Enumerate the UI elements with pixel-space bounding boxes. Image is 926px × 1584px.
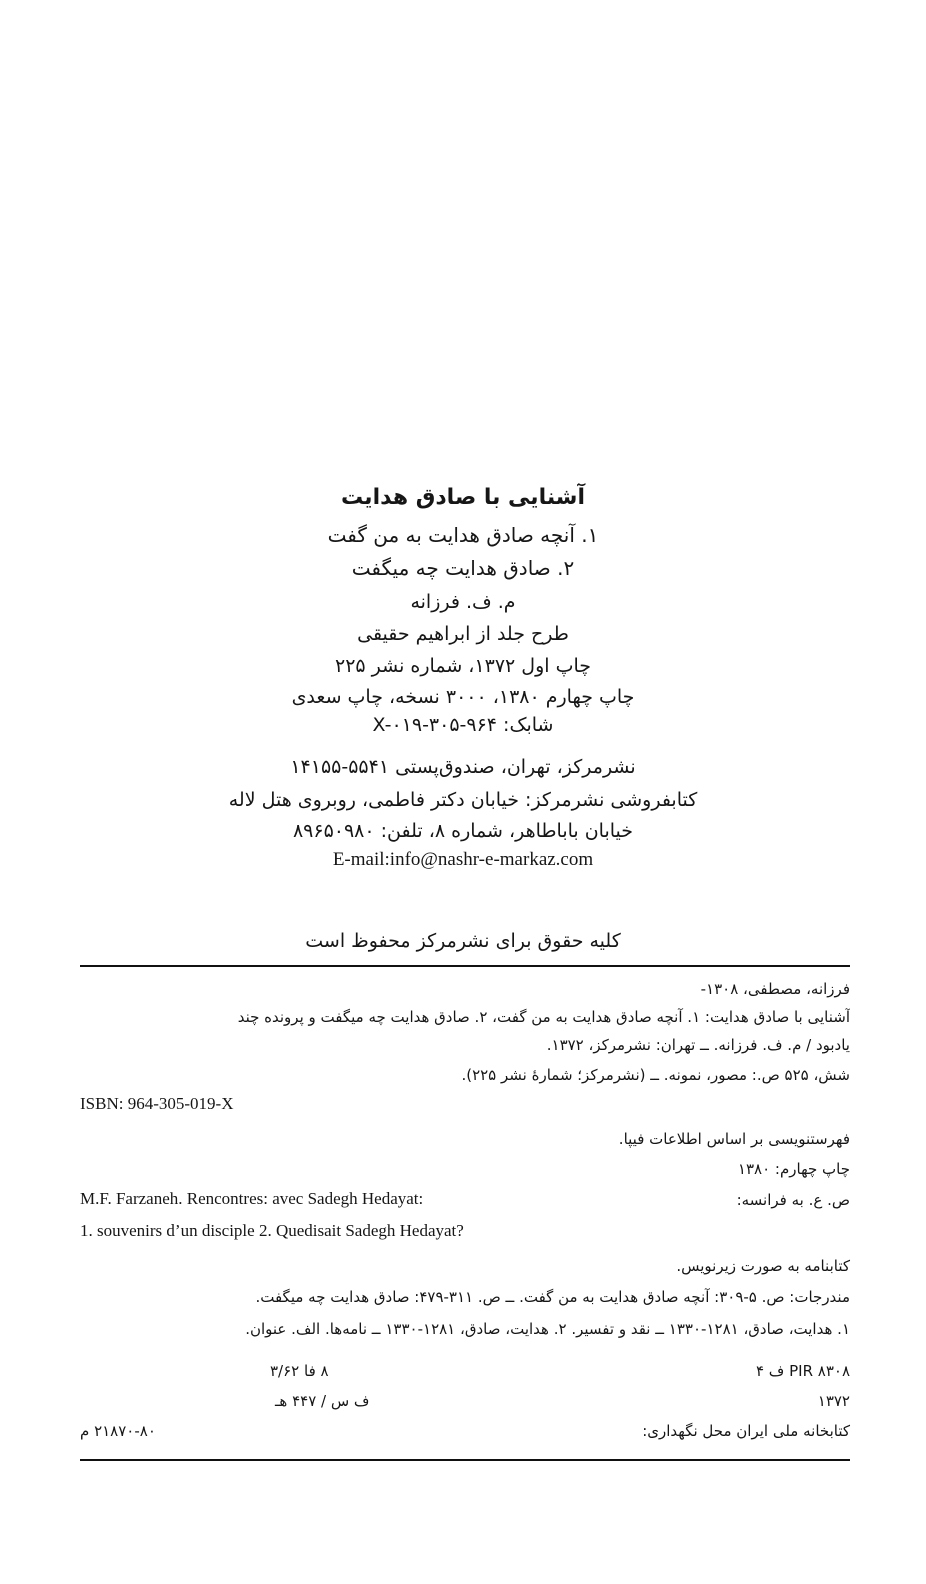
catalog-title-line1: آشنایی با صادق هدایت: ۱. آنچه صادق هدایت به من گفت، ۲. صادق هدایت چه میگفت و پرونده چند — [237, 1008, 850, 1026]
fourth-print-info: چاپ چهارم ۱۳۸۰، ۳۰۰۰ نسخه، چاپ سعدی — [291, 686, 635, 708]
bottom-divider — [80, 1459, 850, 1461]
catalog-title-line2: یادبود / م. ف. فرزانه. ــ تهران: نشرمرکز، ۱۳۷۲. — [546, 1036, 850, 1054]
author-name: م. ف. فرزانه — [410, 591, 516, 613]
part-one-title: ۱. آنچه صادق هدایت به من گفت — [327, 523, 599, 547]
catalog-contents: مندرجات: ص. ۵-۳۰۹: آنچه صادق هدایت به من گفت. ــ ص. ۳۱۱-۴۷۹: صادق هدایت چه میگفت. — [255, 1288, 850, 1306]
catalog-bibliography: کتابنامه به صورت زیرنویس. — [676, 1257, 850, 1275]
call-number-dewey: ۸ فا ۳/۶۲ — [270, 1362, 329, 1380]
national-library-number: ۲۱۸۷۰-۸۰ م — [80, 1422, 156, 1440]
part-two-title: ۲. صادق هدایت چه میگفت — [351, 556, 575, 580]
cover-designer: طرح جلد از ابراهیم حقیقی — [357, 623, 569, 645]
catalog-subjects: ۱. هدایت، صادق، ۱۲۸۱-۱۳۳۰ ــ نقد و تفسیر. ۲. هدایت، صادق، ۱۲۸۱-۱۳۳۰ ــ نامه‌ها. الف. عنوان. — [245, 1320, 850, 1338]
first-print-info: چاپ اول ۱۳۷۲، شماره نشر ۲۲۵ — [334, 655, 591, 677]
national-library-label: کتابخانه ملی ایران محل نگهداری: — [642, 1422, 850, 1440]
bookstore-phone: خیابان باباطاهر، شماره ۸، تلفن: ۸۹۶۵۰۹۸۰ — [292, 820, 634, 842]
publisher-address: نشرمرکز، تهران، صندوق‌پستی ۵۵۴۱-۱۴۱۵۵ — [290, 756, 636, 778]
catalog-physical: شش، ۵۲۵ ص.: مصور، نمونه. ــ (نشرمرکز؛ شمارهٔ نشر ۲۲۵). — [461, 1066, 850, 1084]
call-number-lc: PIR ۸۳۰۸ ف ۴ — [755, 1362, 850, 1380]
catalog-french-title-line2: 1. souvenirs d’un disciple 2. Quedisait Sadegh Hedayat? — [80, 1221, 464, 1240]
catalog-french-title-line1: M.F. Farzaneh. Rencontres: avec Sadegh Hedayat: — [80, 1189, 424, 1208]
catalog-fipa: فهرستنویسی بر اساس اطلاعات فیپا. — [618, 1130, 850, 1148]
catalog-author: فرزانه، مصطفی، ۱۳۰۸- — [700, 980, 850, 998]
isbn-persian: شابک: X-۰۱۹-۳۰۵-۹۶۴ — [372, 714, 554, 736]
catalog-isbn: ISBN: 964-305-019-X — [80, 1094, 234, 1113]
catalog-french-label: ص. ع. به فرانسه: — [736, 1191, 850, 1209]
publisher-email: E-mail:info@nashr-e-markaz.com — [332, 849, 594, 870]
bookstore-address: کتابفروشی نشرمرکز: خیابان دکتر فاطمی، روبروی هتل لاله — [228, 789, 698, 811]
top-divider — [80, 965, 850, 967]
call-number-dewey-cutter: ف س / ۴۴۷ هـ — [275, 1392, 370, 1410]
catalog-edition: چاپ چهارم: ۱۳۸۰ — [737, 1160, 850, 1178]
book-title: آشنایی با صادق هدایت — [341, 485, 585, 510]
rights-notice: کلیه حقوق برای نشرمرکز محفوظ است — [305, 930, 621, 952]
call-number-year: ۱۳۷۲ — [817, 1392, 850, 1410]
